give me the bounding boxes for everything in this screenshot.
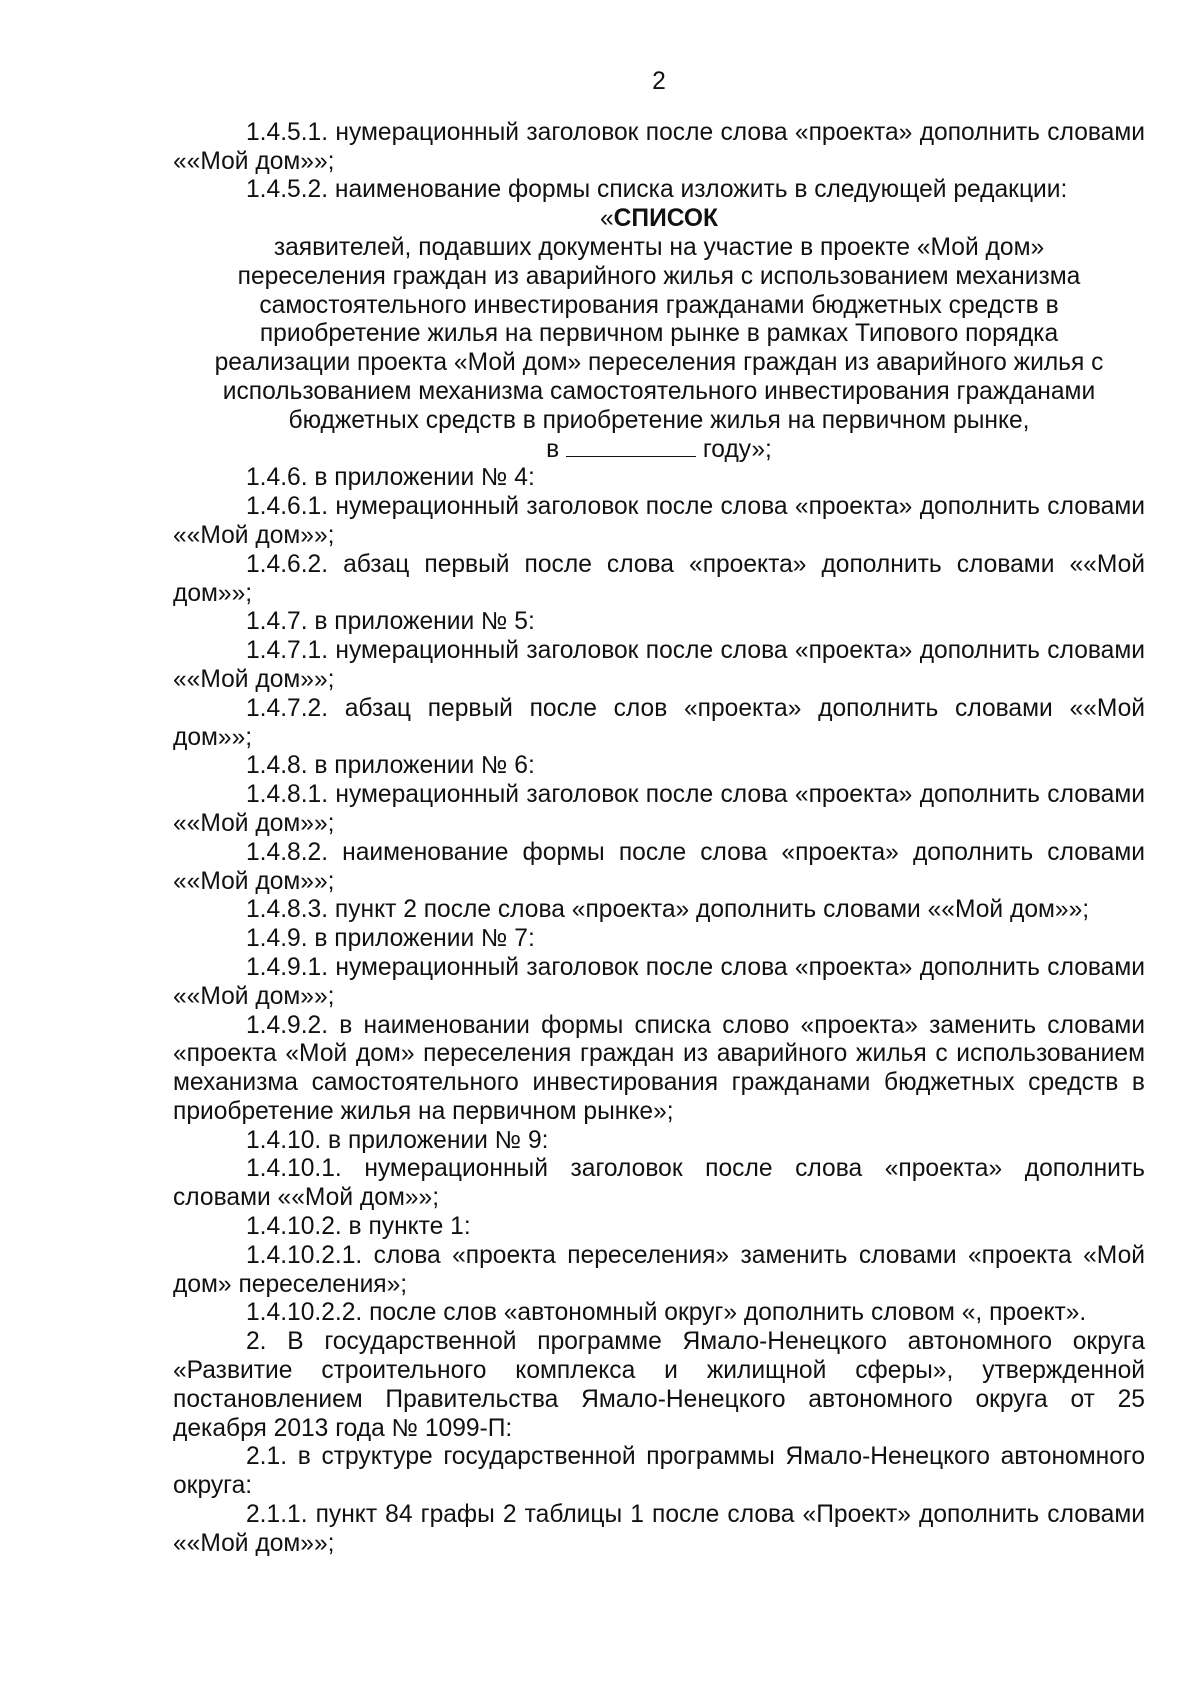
paragraph-2-1-1: 2.1.1. пункт 84 графы 2 таблицы 1 после слова «Проект» дополнить словами ««Мой дом»»; xyxy=(173,1501,1145,1557)
list-title-heading xyxy=(173,205,1145,234)
list-title-line: бюджетных средств в приобретение жилья на первичном рынке, xyxy=(288,406,1030,434)
paragraph-1-4-9: 1.4.9. в приложении № 7: xyxy=(246,925,535,953)
paragraph-1-4-8-1: 1.4.8.1. нумерационный заголовок после слова «проекта» дополнить словами ««Мой дом»»; xyxy=(173,781,1145,837)
paragraph-1-4-7-2: 1.4.7.2. абзац первый после слов «проекта» дополнить словами ««Мой дом»»; xyxy=(173,694,1145,751)
paragraph-1-4-9-2: 1.4.9.2. в наименовании формы списка слово «проекта» заменить словами «проекта «Мой дом» переселения граждан из аварийного жилья с использованием механизма самостоятельного инвестирования гражданами бюджетных средств в приобретение жилья на первичном рынке»; xyxy=(173,1011,1145,1125)
list-title-line: использованием механизма самостоятельного инвестирования гражданами xyxy=(222,377,1096,405)
paragraph-1-4-8: 1.4.8. в приложении № 6: xyxy=(246,752,535,780)
paragraph-2: 2. В государственной программе Ямало-Ненецкого автономного округа «Развитие строительного комплекса и жилищной сферы», утвержденной постановлением Правительства Ямало-Ненецкого автономного округа от 25 декабря 2013 года № 1099-П: xyxy=(173,1328,1145,1442)
paragraph-2-1: 2.1. в структуре государственной программы Ямало-Ненецкого автономного округа: xyxy=(173,1443,1145,1500)
paragraph-1-4-6-2: 1.4.6.2. абзац первый после слова «проекта» дополнить словами ««Мой дом»»; xyxy=(173,550,1145,607)
paragraph-1-4-7-1: 1.4.7.1. нумерационный заголовок после слова «проекта» дополнить словами ««Мой дом»»; xyxy=(173,637,1145,693)
paragraph-1-4-9-1: 1.4.9.1. нумерационный заголовок после слова «проекта» дополнить словами ««Мой дом»»; xyxy=(173,953,1145,1010)
list-title-open-quote: « xyxy=(599,205,614,233)
page-number: 2 xyxy=(652,68,666,95)
list-title-line: переселения граждан из аварийного жилья с использованием механизма xyxy=(237,262,1081,290)
paragraph-1-4-5-2: 1.4.5.2. наименование формы списка изложить в следующей редакции: xyxy=(246,176,1068,204)
year-blank-field xyxy=(566,436,696,457)
list-title-line: реализации проекта «Мой дом» переселения граждан из аварийного жилья с xyxy=(214,349,1104,377)
paragraph-1-4-10-1: 1.4.10.1. нумерационный заголовок после слова «проекта» дополнить словами ««Мой дом»»; xyxy=(173,1155,1145,1212)
paragraph-1-4-10-2: 1.4.10.2. в пункте 1: xyxy=(246,1213,471,1241)
paragraph-1-4-10: 1.4.10. в приложении № 9: xyxy=(246,1126,549,1154)
list-title-word: СПИСОК xyxy=(613,205,719,233)
paragraph-1-4-6-1: 1.4.6.1. нумерационный заголовок после слова «проекта» дополнить словами ««Мой дом»»; xyxy=(173,493,1145,549)
paragraph-1-4-7: 1.4.7. в приложении № 5: xyxy=(246,608,535,636)
year-suffix: году»; xyxy=(702,435,772,463)
document-page xyxy=(173,68,1145,1559)
paragraph-1-4-10-2-1: 1.4.10.2.1. слова «проекта переселения» заменить словами «проекта «Мой дом» переселения»; xyxy=(173,1241,1145,1298)
list-title-line: заявителей, подавших документы на участие в проекте «Мой дом» xyxy=(273,233,1045,261)
list-title-line: приобретение жилья на первичном рынке в рамках Типового порядка xyxy=(259,320,1059,348)
paragraph-1-4-5-1: 1.4.5.1. нумерационный заголовок после слова «проекта» дополнить словами ««Мой дом»»; xyxy=(173,118,1145,175)
year-prefix: в xyxy=(546,435,560,463)
paragraph-1-4-8-3: 1.4.8.3. пункт 2 после слова «проекта» дополнить словами ««Мой дом»»; xyxy=(246,896,1090,924)
paragraph-1-4-6: 1.4.6. в приложении № 4: xyxy=(246,464,535,492)
paragraph-1-4-10-2-2: 1.4.10.2.2. после слов «автономный округ» дополнить словом «, проект». xyxy=(246,1299,1087,1327)
list-title-block xyxy=(173,205,1145,464)
paragraph-1-4-8-2: 1.4.8.2. наименование формы после слова «проекта» дополнить словами ««Мой дом»»; xyxy=(173,838,1145,895)
list-title-line: самостоятельного инвестирования гражданами бюджетных средств в xyxy=(259,291,1059,319)
list-title-year-line xyxy=(173,436,1145,465)
